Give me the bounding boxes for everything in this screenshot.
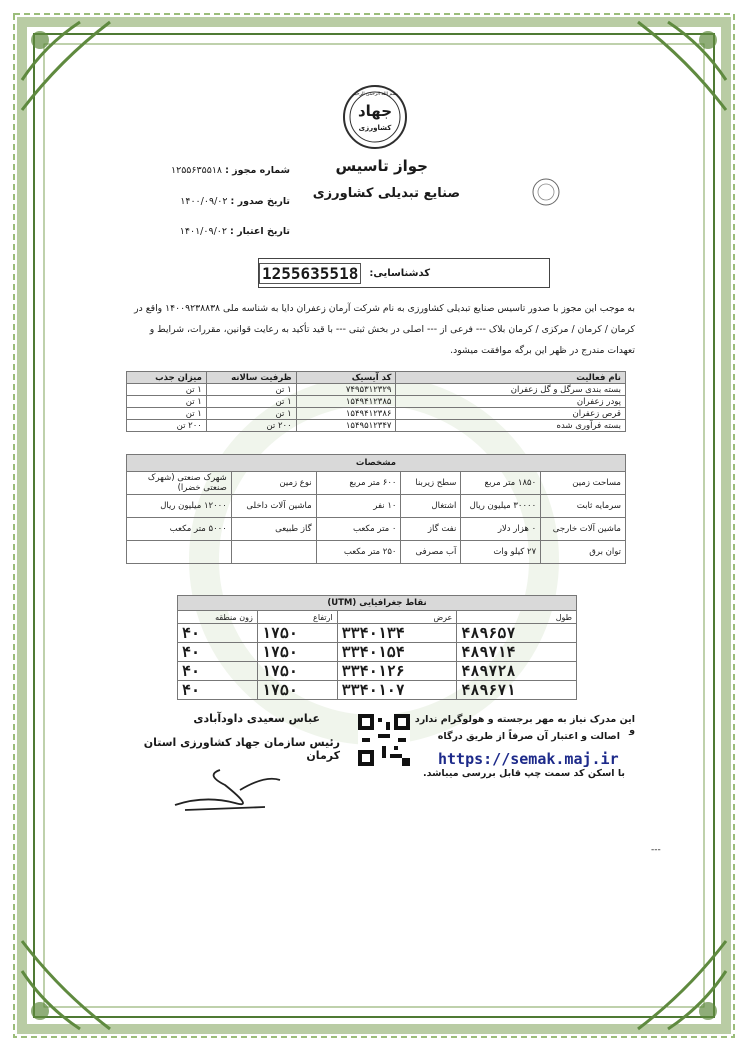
table-cell: ۳۳۴۰۱۵۴: [337, 643, 457, 662]
table-header-cell: میزان جذب: [127, 372, 207, 384]
specifications-title: مشخصات: [127, 455, 626, 472]
issue-date-label: تاریخ صدور :: [230, 196, 290, 207]
table-cell: نوع زمین: [231, 472, 316, 495]
verification-link[interactable]: https://semak.maj.ir: [438, 750, 619, 768]
table-row: [127, 384, 626, 396]
table-row: [178, 643, 577, 662]
footer-mark: ---: [651, 845, 661, 855]
notice-line1: این مدرک نیاز به مهر برجسته و هولوگرام ندارد و: [414, 714, 635, 736]
logo-main-text: جهاد: [357, 102, 393, 120]
logo-sub-text: کشاورزی: [358, 124, 392, 132]
table-cell: ماشین آلات داخلی: [231, 495, 316, 518]
table-cell: ۲۵۰ متر مکعب: [316, 541, 401, 564]
table-cell: ۱۷۵۰: [257, 662, 337, 681]
table-cell: ۳۳۴۰۱۲۶: [337, 662, 457, 681]
license-number-value: ۱۲۵۵۶۳۵۵۱۸: [171, 165, 223, 176]
table-row: [127, 396, 626, 408]
table-cell: ۲۷ کیلو وات: [461, 541, 541, 564]
table-cell: ۱۷۵۰: [257, 643, 337, 662]
validity-date-value: ۱۴۰۱/۰۹/۰۲: [179, 226, 227, 237]
table-row: [178, 662, 577, 681]
table-cell: ۳۰۰۰۰ میلیون ریال: [461, 495, 541, 518]
table-cell: آب مصرفی: [401, 541, 461, 564]
license-number: [140, 165, 290, 176]
table-cell: ۱۲۰۰۰ میلیون ریال: [127, 495, 232, 518]
issue-date-value: ۱۴۰۰/۰۹/۰۲: [180, 196, 228, 207]
table-row: [127, 408, 626, 420]
table-cell: بسته بندی سرگل و گل زعفران: [396, 384, 626, 396]
table-row: [127, 420, 626, 432]
table-cell: ۴۰: [178, 681, 258, 700]
table-cell: ۱۷۵۰: [257, 681, 337, 700]
table-cell: توان برق: [541, 541, 626, 564]
table-cell: ۱۵۴۹۵۱۲۳۴۷: [296, 420, 396, 432]
table-cell: ۱ تن: [206, 408, 296, 420]
geo-coordinates-table: [177, 595, 577, 700]
table-row: [127, 541, 626, 564]
table-header-cell: ظرفیت سالانه: [206, 372, 296, 384]
table-cell: ۰ هزار دلار: [461, 518, 541, 541]
license-number-label: شماره مجوز :: [225, 165, 290, 176]
table-cell: ۱ تن: [127, 396, 207, 408]
signatory-title: رئیس سازمان جهاد کشاورزی استان کرمان: [143, 736, 340, 762]
table-cell: ۱۸۵۰ متر مربع: [461, 472, 541, 495]
validity-date: [140, 226, 290, 237]
table-header-cell: نام فعالیت: [396, 372, 626, 384]
signatory-name: عباس سعیدی داودآبادی: [193, 712, 320, 725]
table-cell: ۰ متر مکعب: [316, 518, 401, 541]
table-cell: ۱ تن: [206, 384, 296, 396]
license-paragraph-line3: تعهدات مندرج در ظهر این برگه موافقت میشود.: [450, 345, 635, 356]
table-header-row: [127, 455, 626, 472]
page-title: جواز تاسیس: [335, 157, 428, 175]
table-cell: ۴۸۹۷۱۴: [457, 643, 577, 662]
notice-line3: با اسکن کد سمت چپ قابل بررسی میباشد.: [422, 768, 625, 779]
table-header-row: [178, 611, 577, 624]
tracking-code-label: کدشناسایی:: [369, 267, 431, 279]
table-cell: [127, 541, 232, 564]
table-header-row: [127, 372, 626, 384]
table-header-cell: زون منطقه: [178, 611, 258, 624]
table-header-cell: کد آیسیک: [296, 372, 396, 384]
table-cell: سرمایه ثابت: [541, 495, 626, 518]
table-cell: ۷۴۹۵۳۱۲۳۲۹: [296, 384, 396, 396]
table-cell: ۱ تن: [127, 384, 207, 396]
table-cell: ۳۳۴۰۱۳۴: [337, 624, 457, 643]
table-row: [127, 518, 626, 541]
table-row: [178, 681, 577, 700]
geo-title: نقاط جغرافیایی (UTM): [178, 596, 577, 611]
ministry-logo: [342, 84, 408, 150]
table-row: [127, 495, 626, 518]
table-cell: بسته فرآوری شده: [396, 420, 626, 432]
table-cell: ۱۷۵۰: [257, 624, 337, 643]
table-cell: گاز طبیعی: [231, 518, 316, 541]
license-paragraph-line2: کرمان / کرمان / مرکزی / کرمان بلاک --- فرعی از --- اصلی در بخش ثبتی --- با قید تأکید به رعایت قوانین، مقررات، شرایط و: [149, 324, 635, 335]
notice-line2: اصالت و اعتبار آن صرفاً از طریق درگاه: [437, 731, 620, 742]
activities-table: [126, 371, 626, 432]
table-cell: نفت گاز: [401, 518, 461, 541]
table-cell: شهرک صنعتی (شهرک صنعتی خضرا): [127, 472, 232, 495]
logo-top-text: بسم الله الرحمن الرحیم: [352, 92, 398, 97]
table-cell: ۳۳۴۰۱۰۷: [337, 681, 457, 700]
table-cell: ۲۰۰ تن: [206, 420, 296, 432]
table-header-cell: طول: [457, 611, 577, 624]
table-cell: ۱ تن: [127, 408, 207, 420]
table-cell: ۱۰ نفر: [316, 495, 401, 518]
tracking-code-value: 1255635518: [259, 263, 361, 284]
table-cell: سطح زیربنا: [401, 472, 461, 495]
table-cell: ۴۰: [178, 624, 258, 643]
table-cell: ۶۰۰ متر مربع: [316, 472, 401, 495]
table-row: [178, 624, 577, 643]
table-cell: ماشین آلات خارجی: [541, 518, 626, 541]
table-cell: اشتغال: [401, 495, 461, 518]
specifications-table: [126, 454, 626, 564]
validity-date-label: تاریخ اعتبار :: [230, 226, 290, 237]
tracking-code-box: [258, 258, 550, 288]
table-cell: ۱۵۴۹۴۱۲۳۸۶: [296, 408, 396, 420]
table-cell: ۱۵۴۹۴۱۲۳۸۵: [296, 396, 396, 408]
table-cell: ۲۰۰ تن: [127, 420, 207, 432]
table-cell: ۱ تن: [206, 396, 296, 408]
table-cell: مساحت زمین: [541, 472, 626, 495]
issue-date: [140, 196, 290, 207]
table-cell: ۴۸۹۶۵۷: [457, 624, 577, 643]
table-cell: [231, 541, 316, 564]
table-cell: ۴۰: [178, 643, 258, 662]
table-cell: قرص زعفران: [396, 408, 626, 420]
table-header-row: [178, 596, 577, 611]
table-header-cell: عرض: [337, 611, 457, 624]
table-cell: ۴۰: [178, 662, 258, 681]
qr-code-icon[interactable]: [358, 714, 410, 766]
table-cell: ۴۸۹۶۷۱: [457, 681, 577, 700]
stamp-icon: [531, 177, 561, 207]
license-paragraph-line1: به موجب این مجوز با صدور تاسیس صنایع تبدیلی کشاورزی به نام شرکت آرمان زعفران دایا به شناسه ملی ۱۴۰۰۹۲۳۸۸۳۸ واقع در: [134, 303, 635, 314]
signature-icon: [165, 765, 285, 815]
table-header-cell: ارتفاع: [257, 611, 337, 624]
table-row: [127, 472, 626, 495]
table-cell: پودر زعفران: [396, 396, 626, 408]
table-cell: ۴۸۹۷۲۸: [457, 662, 577, 681]
table-cell: ۵۰۰۰ متر مکعب: [127, 518, 232, 541]
page-subtitle: صنایع تبدیلی کشاورزی: [312, 186, 460, 201]
